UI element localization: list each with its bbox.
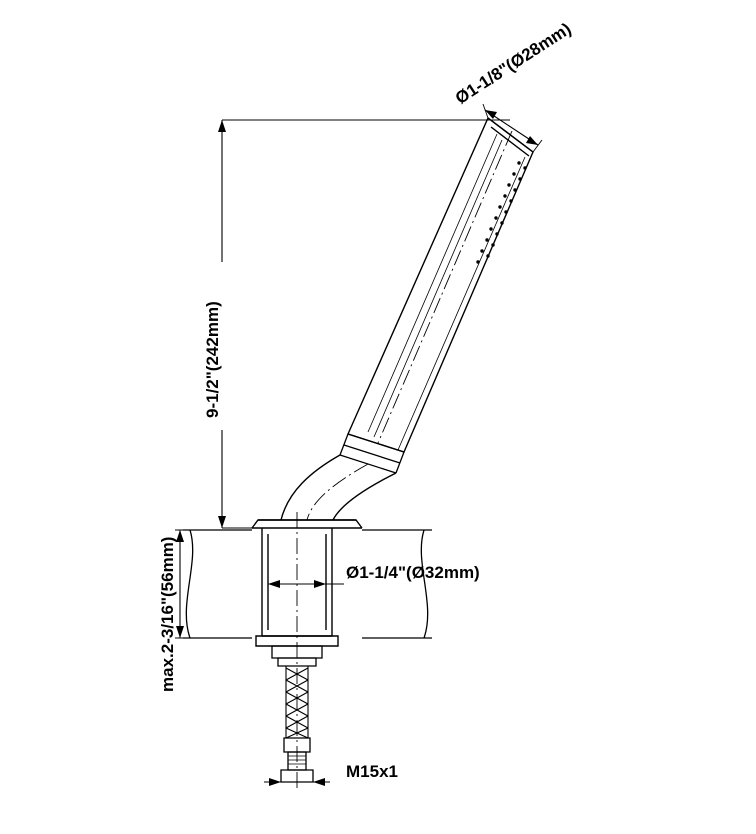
wand-collar [340,434,404,473]
dimension-label-overall-height: 9-1/2"(242mm) [203,301,222,418]
dimension-label-body-diameter: Ø1-1/4"(Ø32mm) [346,563,480,582]
spray-wand-seam-lines [368,134,525,450]
spout-neck-centerline [307,464,368,520]
dimension-overall-height [218,120,510,528]
deck-escutcheon [252,520,362,528]
dimension-label-thread-size: M15x1 [346,762,398,781]
spray-wand-centerline [378,131,512,443]
dimension-label-outlet-diameter: Ø1-1/8"(Ø28mm) [452,19,575,108]
spray-wand-outline [348,118,533,452]
spray-face-perforations [476,161,526,263]
dimension-label-max-deck-thickness: max.2-3/16"(56mm) [158,536,177,692]
spout-neck-outline [281,455,396,520]
